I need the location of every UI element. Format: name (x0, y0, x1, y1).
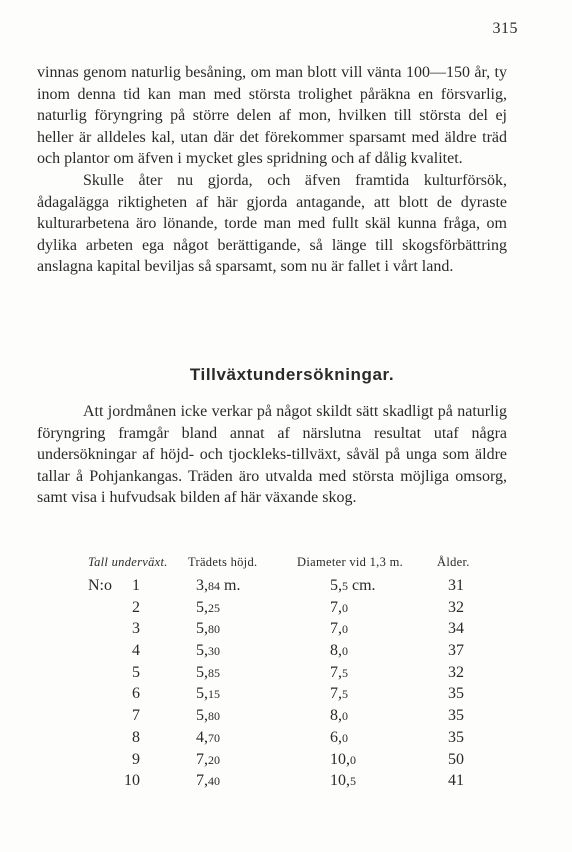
row-number: 7 (132, 707, 140, 725)
tree-height-int: 5, (196, 598, 208, 616)
table-row (0, 707, 572, 729)
header-diameter: Diameter vid 1,3 m. (297, 555, 404, 569)
tree-diameter (330, 599, 348, 617)
tree-age: 37 (448, 642, 464, 660)
tree-height (196, 729, 220, 747)
tree-age: 41 (448, 772, 464, 790)
tree-diameter-int: 5, (330, 577, 342, 594)
tree-diameter-dec: 0 (350, 752, 356, 767)
tree-height (196, 642, 220, 660)
tree-height-dec: 20 (208, 752, 220, 767)
tree-age: 50 (448, 750, 464, 768)
row-number: 9 (132, 750, 140, 768)
header-height: Trädets höjd. (188, 555, 258, 569)
table-header-row (0, 555, 572, 577)
table-row (0, 729, 572, 751)
tree-diameter-dec: 0 (342, 644, 348, 659)
tree-height-dec: 25 (208, 600, 220, 615)
table-body (0, 577, 572, 794)
tree-diameter-int: 10, (330, 750, 350, 768)
tree-height (196, 577, 240, 595)
paragraph-2: Skulle åter nu gjorda, och äfven framtida kulturförsök, ådagalägga riktigheten af här gjorda antagande, att blott de dyraste kulturarbetena äro lönande, torde man med fullt skäl kunna fråga, om dylika arbeten ega något berättigande, så länge till skogsförbättring anslagna kapital beviljas så sparsamt, som nu är fallet i vårt land. (37, 171, 507, 276)
table-row (0, 664, 572, 686)
tree-height (196, 685, 220, 703)
tree-height-dec: 30 (208, 644, 220, 659)
tree-diameter-int: 8, (330, 707, 342, 725)
growth-table (0, 555, 572, 794)
tree-age: 32 (448, 598, 464, 616)
tree-age: 35 (448, 685, 464, 703)
tree-diameter-dec: 0 (342, 730, 348, 745)
tree-diameter-int: 8, (330, 642, 342, 660)
tree-height (196, 751, 220, 769)
tree-diameter-int: 7, (330, 685, 342, 703)
tree-age: 35 (448, 707, 464, 725)
body-text-block (37, 62, 507, 278)
tree-height (196, 772, 220, 790)
section-heading: Tillväxtundersökningar. (189, 365, 395, 384)
table-row (0, 642, 572, 664)
row-number-prefix: N:o (88, 577, 112, 594)
paragraph-3: Att jordmånen icke verkar på något skildt sätt skadligt på naturlig föryngring framgår bland annat af närslutna resultat utaf några undersökningar af höjd- och tjockleks-tillväxt, såväl på unga som äldre tallar å Pohjankangas. Träden äro utvalda med största möjliga omsorg, samt visa i hufvudsak bilden af här växande skog. (37, 403, 507, 507)
row-number: 4 (132, 642, 140, 660)
tree-diameter-dec: 5 (342, 579, 348, 593)
header-age: Ålder. (437, 555, 470, 569)
row-number: 5 (132, 663, 140, 681)
table-row (0, 577, 572, 599)
row-number: 8 (132, 728, 140, 746)
tree-height-dec: 15 (208, 687, 220, 702)
header-tree: Tall underväxt. (88, 555, 168, 569)
table-row (0, 620, 572, 642)
table-row (0, 599, 572, 621)
tree-height-dec: 85 (208, 665, 220, 680)
tree-height (196, 599, 220, 617)
tree-diameter-int: 7, (330, 598, 342, 616)
tree-diameter-unit: cm. (348, 577, 376, 594)
tree-diameter-dec: 5 (342, 665, 348, 680)
tree-height-int: 5, (196, 707, 208, 725)
tree-height-int: 4, (196, 728, 208, 746)
tree-age: 31 (448, 577, 464, 594)
tree-diameter (330, 772, 356, 790)
tree-age: 32 (448, 663, 464, 681)
paragraph-1: vinnas genom naturlig besåning, om man blott vill vänta 100—150 år, ty inom denna tid kan man med största trolighet påräkna en försvarlig, naturlig föryngring på större delen af mon, hvilken till största del ej heller är alldeles kal, utan där det förekommer sparsamt med äldre träd och plantor om äfven i mycket gles spridning och af dålig kvalitet. (37, 64, 507, 168)
tree-diameter (330, 751, 356, 769)
tree-diameter (330, 707, 348, 725)
tree-diameter-dec: 0 (342, 600, 348, 615)
tree-height-dec: 40 (208, 774, 220, 789)
tree-height-int: 5, (196, 685, 208, 703)
tree-height (196, 664, 220, 682)
tree-diameter-int: 7, (330, 620, 342, 638)
tree-height-unit: m. (220, 577, 241, 594)
table-row (0, 772, 572, 794)
row-number: 1 (132, 577, 140, 594)
tree-diameter (330, 685, 348, 703)
tree-diameter-dec: 5 (350, 774, 356, 789)
tree-height-int: 7, (196, 750, 208, 768)
table-row (0, 751, 572, 773)
tree-height-dec: 80 (208, 622, 220, 637)
tree-height-int: 5, (196, 620, 208, 638)
table-row (0, 685, 572, 707)
tree-height-dec: 84 (208, 579, 220, 593)
tree-diameter-int: 10, (330, 772, 350, 790)
tree-diameter-dec: 5 (342, 687, 348, 702)
tree-height-int: 5, (196, 642, 208, 660)
tree-height-int: 7, (196, 772, 208, 790)
tree-age: 35 (448, 728, 464, 746)
tree-diameter-int: 7, (330, 663, 342, 681)
tree-diameter (330, 664, 348, 682)
tree-diameter-dec: 0 (342, 709, 348, 724)
tree-diameter (330, 620, 348, 638)
tree-diameter-int: 6, (330, 728, 342, 746)
tree-height-int: 5, (196, 663, 208, 681)
tree-height-dec: 80 (208, 709, 220, 724)
row-number: 10 (124, 772, 140, 790)
tree-diameter (330, 577, 376, 595)
tree-height (196, 620, 220, 638)
tree-height-int: 3, (196, 577, 208, 594)
tree-diameter (330, 729, 348, 747)
tree-age: 34 (448, 620, 464, 638)
page-number: 315 (492, 20, 518, 37)
tree-height (196, 707, 220, 725)
row-number: 2 (132, 598, 140, 616)
tree-diameter-dec: 0 (342, 622, 348, 637)
row-number: 6 (132, 685, 140, 703)
row-number: 3 (132, 620, 140, 638)
tree-diameter (330, 642, 348, 660)
tree-height-dec: 70 (208, 730, 220, 745)
section-text-block (37, 401, 507, 509)
